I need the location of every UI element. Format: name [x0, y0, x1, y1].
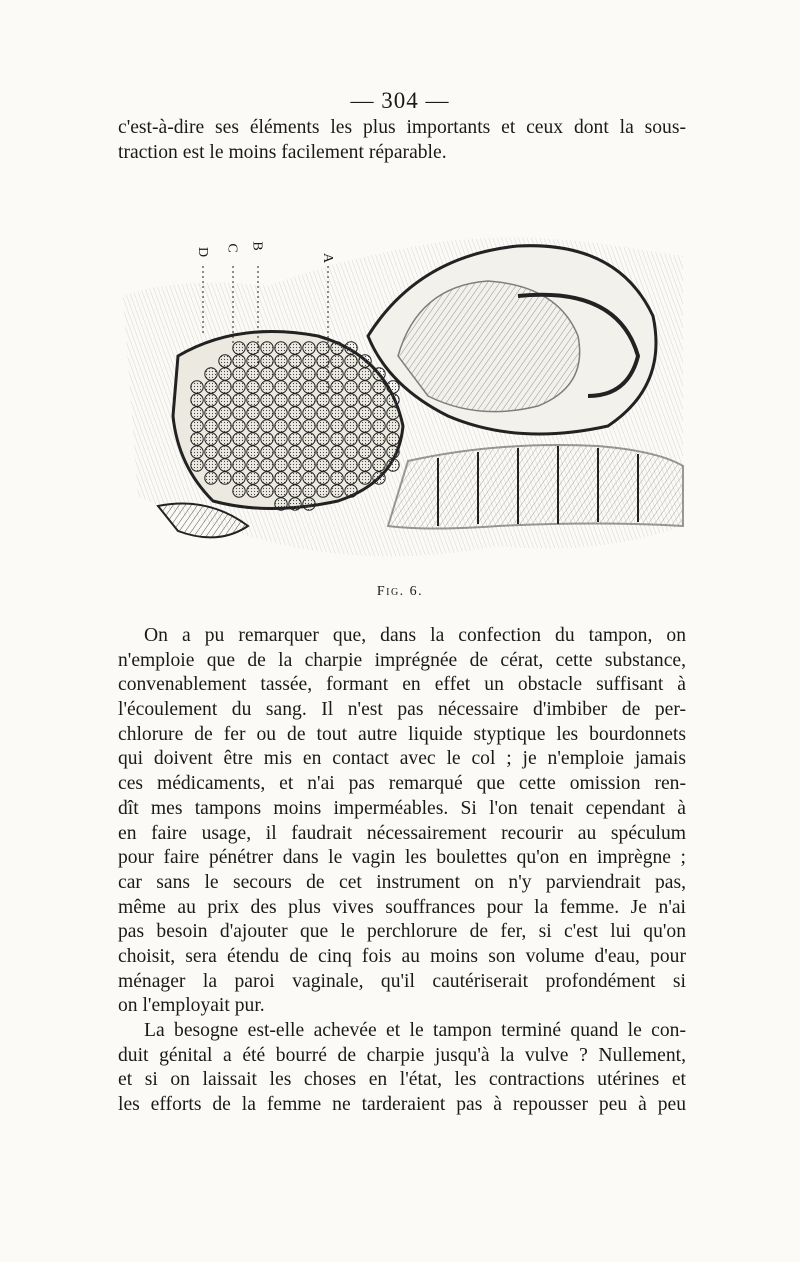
- tampon-ball: [275, 407, 287, 419]
- tampon-ball: [289, 368, 301, 380]
- tampon-ball: [345, 433, 357, 445]
- tampon-ball: [359, 368, 371, 380]
- tampon-ball: [247, 342, 259, 354]
- tampon-ball: [317, 420, 329, 432]
- tampon-ball: [233, 420, 245, 432]
- tampon-ball: [191, 407, 203, 419]
- tampon-ball: [289, 498, 301, 510]
- text-line: duit génital a été bourré de charpie jusqu'à la vulve ? Nullement,: [118, 1044, 686, 1066]
- tampon-ball: [219, 433, 231, 445]
- tampon-ball: [289, 459, 301, 471]
- tampon-ball: [331, 485, 343, 497]
- tampon-ball: [387, 407, 399, 419]
- tampon-ball: [331, 394, 343, 406]
- tampon-ball: [275, 433, 287, 445]
- tampon-ball: [219, 394, 231, 406]
- tampon-ball: [303, 368, 315, 380]
- tampon-ball: [191, 381, 203, 393]
- main-text: [118, 624, 686, 1118]
- text-line: l'écoulement du sang. Il n'est pas nécessaire d'imbiber de per-: [118, 699, 686, 721]
- tampon-ball: [373, 420, 385, 432]
- tampon-ball: [261, 355, 273, 367]
- tampon-ball: [233, 472, 245, 484]
- tampon-ball: [373, 368, 385, 380]
- tampon-ball: [373, 472, 385, 484]
- tampon-ball: [233, 394, 245, 406]
- tampon-ball: [289, 485, 301, 497]
- tampon-ball: [233, 446, 245, 458]
- tampon-ball: [303, 420, 315, 432]
- tampon-ball: [275, 446, 287, 458]
- tampon-ball: [331, 433, 343, 445]
- tampon-ball: [331, 368, 343, 380]
- tampon-ball: [373, 433, 385, 445]
- text-line: On a pu remarquer que, dans la confection du tampon, on: [144, 625, 686, 646]
- tampon-ball: [359, 420, 371, 432]
- tampon-ball: [317, 355, 329, 367]
- tampon-ball: [317, 485, 329, 497]
- top-paragraph: [118, 116, 686, 165]
- figure-illustration: [118, 226, 688, 571]
- tampon-ball: [219, 459, 231, 471]
- tampon-ball: [317, 394, 329, 406]
- figure-label-a: A: [320, 252, 336, 264]
- tampon-ball: [289, 342, 301, 354]
- tampon-ball: [289, 420, 301, 432]
- tampon-ball: [219, 446, 231, 458]
- tampon-ball: [247, 485, 259, 497]
- tampon-ball: [331, 355, 343, 367]
- tampon-ball: [331, 459, 343, 471]
- tampon-ball: [373, 381, 385, 393]
- tampon-ball: [345, 355, 357, 367]
- tampon-ball: [219, 368, 231, 380]
- tampon-ball: [317, 459, 329, 471]
- tampon-ball: [331, 472, 343, 484]
- tampon-ball: [261, 485, 273, 497]
- text-line: dît mes tampons moins imperméables. Si l'on tenait cependant à: [118, 797, 686, 819]
- tampon-ball: [275, 420, 287, 432]
- text-line: chlorure de fer ou de tout autre liquide styptique les bourdonnets: [118, 723, 686, 745]
- page-number: — 304 —: [350, 88, 450, 113]
- tampon-ball: [233, 342, 245, 354]
- tampon-ball: [275, 368, 287, 380]
- text-line: on l'employait pur.: [118, 995, 265, 1017]
- tampon-ball: [219, 381, 231, 393]
- tampon-ball: [289, 407, 301, 419]
- tampon-ball: [205, 472, 217, 484]
- tampon-ball: [219, 355, 231, 367]
- tampon-ball: [289, 394, 301, 406]
- tampon-ball: [275, 381, 287, 393]
- tampon-ball: [359, 381, 371, 393]
- tampon-ball: [387, 446, 399, 458]
- tampon-ball: [387, 394, 399, 406]
- tampon-ball: [275, 472, 287, 484]
- figure-label-b: B: [249, 241, 265, 251]
- tampon-ball: [289, 433, 301, 445]
- tampon-ball: [219, 407, 231, 419]
- tampon-ball: [359, 472, 371, 484]
- tampon-ball: [331, 381, 343, 393]
- tampon-ball: [205, 368, 217, 380]
- tampon-ball: [233, 381, 245, 393]
- text-line: pas besoin d'ajouter que le perchlorure de fer, si c'est lui qu'on: [118, 921, 686, 943]
- tampon-ball: [191, 433, 203, 445]
- tampon-ball: [303, 485, 315, 497]
- tampon-ball: [345, 446, 357, 458]
- tampon-ball: [317, 446, 329, 458]
- tampon-ball: [261, 394, 273, 406]
- tampon-ball: [345, 407, 357, 419]
- tampon-ball: [261, 433, 273, 445]
- tampon-ball: [247, 420, 259, 432]
- tampon-ball: [233, 485, 245, 497]
- tampon-ball: [289, 472, 301, 484]
- tampon-ball: [317, 381, 329, 393]
- tampon-ball: [205, 420, 217, 432]
- tampon-ball: [247, 446, 259, 458]
- tampon-ball: [317, 472, 329, 484]
- tampon-ball: [345, 368, 357, 380]
- tampon-ball: [359, 433, 371, 445]
- tampon-ball: [317, 433, 329, 445]
- text-line: pour faire pénétrer dans le vagin les boulettes qu'on en imprègne ;: [118, 847, 686, 869]
- tampon-ball: [359, 446, 371, 458]
- tampon-ball: [345, 485, 357, 497]
- text-line: c'est-à-dire ses éléments les plus importants et ceux dont la sous-: [118, 117, 686, 138]
- tampon-ball: [205, 433, 217, 445]
- tampon-ball: [247, 355, 259, 367]
- tampon-ball: [205, 446, 217, 458]
- text-line: La besogne est-elle achevée et le tampon terminé quand le con-: [144, 1020, 686, 1041]
- figure-label-c: C: [224, 243, 240, 253]
- tampon-ball: [303, 446, 315, 458]
- tampon-ball: [275, 485, 287, 497]
- tampon-ball: [205, 381, 217, 393]
- tampon-ball: [247, 459, 259, 471]
- tampon-ball: [345, 420, 357, 432]
- tampon-ball: [191, 420, 203, 432]
- tampon-ball: [317, 342, 329, 354]
- tampon-ball: [303, 394, 315, 406]
- tampon-ball: [303, 407, 315, 419]
- tampon-ball: [331, 420, 343, 432]
- tampon-ball: [331, 342, 343, 354]
- tampon-ball: [275, 355, 287, 367]
- tampon-ball: [303, 342, 315, 354]
- tampon-ball: [373, 459, 385, 471]
- text-line: n'emploie que de la charpie imprégnée de cérat, cette substance,: [118, 649, 686, 671]
- tampon-ball: [233, 459, 245, 471]
- tampon-ball: [345, 381, 357, 393]
- tampon-ball: [247, 381, 259, 393]
- tampon-ball: [191, 394, 203, 406]
- text-line: traction est le moins facilement réparable.: [118, 141, 447, 163]
- tampon-ball: [289, 355, 301, 367]
- tampon-ball: [233, 433, 245, 445]
- tampon-ball: [387, 381, 399, 393]
- text-line: en faire usage, il faudrait nécessairement recourir au spéculum: [118, 822, 686, 844]
- tampon-ball: [205, 394, 217, 406]
- tampon-ball: [233, 407, 245, 419]
- tampon-ball: [247, 472, 259, 484]
- tampon-ball: [303, 355, 315, 367]
- tampon-ball: [345, 472, 357, 484]
- tampon-ball: [219, 472, 231, 484]
- tampon-ball: [289, 381, 301, 393]
- tampon-ball: [261, 472, 273, 484]
- tampon-ball: [219, 420, 231, 432]
- tampon-ball: [387, 459, 399, 471]
- tampon-ball: [247, 368, 259, 380]
- tampon-ball: [233, 368, 245, 380]
- text-line: même au prix des plus vives souffrances pour la femme. Je n'ai: [118, 896, 686, 918]
- tampon-ball: [303, 459, 315, 471]
- tampon-ball: [205, 407, 217, 419]
- text-line: convenablement tassée, formant en effet un obstacle suffisant à: [118, 674, 686, 696]
- figure-label-d: D: [195, 246, 211, 258]
- tampon-ball: [331, 446, 343, 458]
- text-line: ces médicaments, et n'ai pas remarqué que cette omission ren-: [118, 773, 686, 795]
- tampon-ball: [261, 420, 273, 432]
- tampon-ball: [331, 407, 343, 419]
- tampon-ball: [261, 368, 273, 380]
- tampon-ball: [191, 446, 203, 458]
- tampon-ball: [303, 498, 315, 510]
- text-line: et si on laissait les choses en l'état, les contractions utérines et: [118, 1069, 686, 1091]
- tampon-ball: [275, 342, 287, 354]
- tampon-ball: [345, 342, 357, 354]
- tampon-ball: [247, 433, 259, 445]
- tampon-ball: [275, 394, 287, 406]
- tampon-ball: [373, 446, 385, 458]
- tampon-ball: [345, 459, 357, 471]
- anatomical-figure: [118, 226, 688, 571]
- tampon-ball: [303, 433, 315, 445]
- tampon-ball: [387, 420, 399, 432]
- text-line: les efforts de la femme ne tarderaient pas à repousser peu à peu: [118, 1094, 686, 1116]
- text-line: car sans le secours de cet instrument on n'y parviendrait pas,: [118, 871, 686, 893]
- tampon-ball: [261, 459, 273, 471]
- text-line: qui doivent être mis en contact avec le col ; je n'emploie jamais: [118, 748, 686, 770]
- tampon-ball: [289, 446, 301, 458]
- tampon-ball: [261, 381, 273, 393]
- text-line: ménager la paroi vaginale, qu'il cautériserait profondément si: [118, 970, 686, 992]
- tampon-ball: [359, 394, 371, 406]
- tampon-ball: [191, 459, 203, 471]
- tampon-ball: [233, 355, 245, 367]
- tampon-ball: [359, 407, 371, 419]
- tampon-ball: [261, 446, 273, 458]
- tampon-ball: [205, 459, 217, 471]
- tampon-ball: [359, 355, 371, 367]
- tampon-ball: [261, 342, 273, 354]
- tampon-ball: [373, 407, 385, 419]
- tampon-ball: [275, 459, 287, 471]
- tampon-ball: [247, 407, 259, 419]
- tampon-ball: [317, 407, 329, 419]
- tampon-ball: [275, 498, 287, 510]
- tampon-ball: [261, 407, 273, 419]
- figure-caption: Fig. 6.: [376, 584, 424, 599]
- tampon-ball: [387, 433, 399, 445]
- tampon-ball: [345, 394, 357, 406]
- tampon-ball: [359, 459, 371, 471]
- tampon-ball: [373, 394, 385, 406]
- tampon-ball: [247, 394, 259, 406]
- tampon-ball: [303, 381, 315, 393]
- tampon-ball: [303, 472, 315, 484]
- text-line: choisit, sera étendu de cinq fois au moins son volume d'eau, pour: [118, 945, 686, 967]
- tampon-ball: [317, 368, 329, 380]
